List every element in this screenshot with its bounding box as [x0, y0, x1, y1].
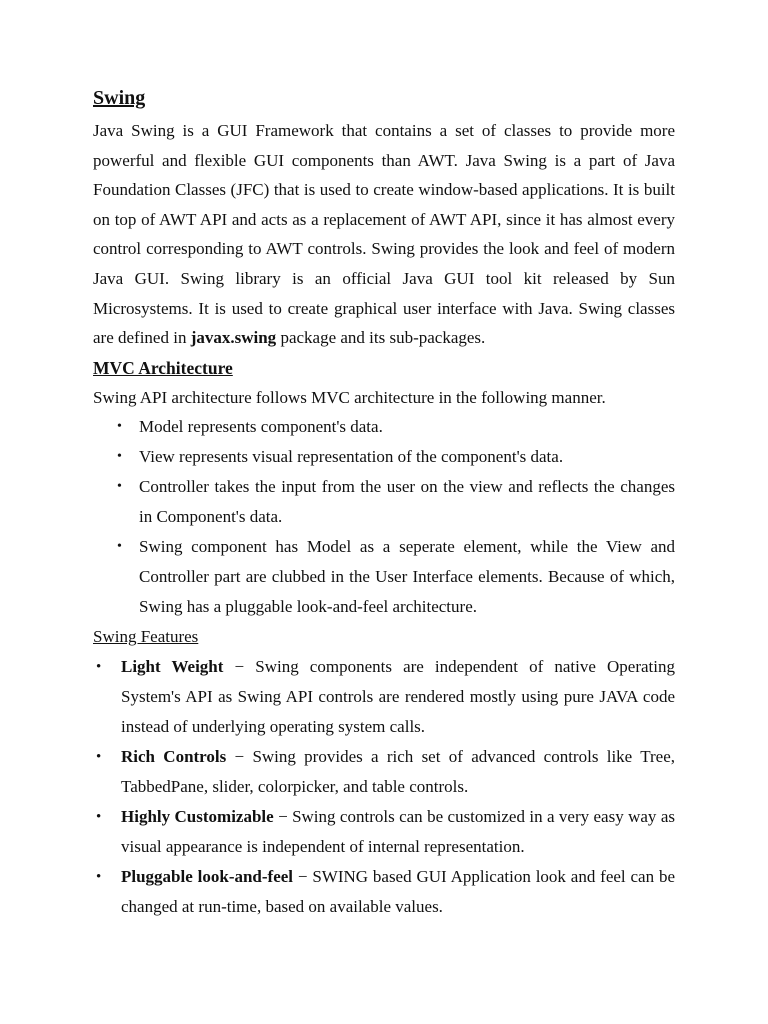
mvc-item-text: Model represents component's data. [139, 417, 383, 437]
package-name: javax.swing [190, 328, 277, 348]
bullet-icon: • [96, 749, 102, 766]
list-item [117, 412, 675, 442]
document-page [93, 84, 675, 922]
mvc-item-text: Controller takes the input from the user on the view and reflects the changes in Component's data. [139, 477, 675, 527]
bullet-icon: • [96, 869, 102, 886]
mvc-heading: MVC Architecture [93, 357, 233, 378]
intro-paragraph [93, 116, 675, 353]
mvc-lead: Swing API architecture follows MVC architecture in the following manner. [93, 387, 606, 407]
feature-desc: Swing components are independent of native Operating System's API as Swing API controls are rendered mostly using pure JAVA code instead of underlying operating system calls. [121, 657, 676, 737]
bullet-icon: • [117, 539, 122, 555]
list-item [96, 742, 675, 802]
page-title: Swing [93, 87, 146, 109]
bullet-icon: • [117, 479, 122, 495]
feature-dash: − [223, 657, 256, 677]
feature-desc: Swing controls can be customized in a very easy way as visual appearance is independent of internal representation. [121, 807, 675, 857]
feature-term: Light Weight [121, 657, 224, 677]
list-item [117, 472, 675, 532]
intro-text-2: package and its sub-packages. [276, 328, 486, 348]
feature-dash: − [226, 747, 253, 767]
list-item [96, 802, 675, 862]
feature-term: Rich Controls [121, 747, 227, 767]
feature-term: Pluggable look-and-feel [121, 867, 294, 887]
intro-text-1: Java Swing is a GUI Framework that contains a set of classes to provide more powerful and flexible GUI components than AWT. Java Swing is a part of Java Foundation Classes (JFC) that is used to create window-based applications. It is built on top of AWT API and acts as a replacement of AWT API, since it has almost every control corresponding to AWT controls. Swing provides the look and feel of modern Java GUI. Swing library is an official Java GUI tool kit released by Sun Microsystems. It is used to create graphical user interface with Java. Swing classes are defined in [93, 121, 675, 348]
feature-dash: − [293, 867, 313, 887]
bullet-icon: • [96, 659, 102, 676]
features-list [93, 652, 675, 922]
feature-desc: Swing provides a rich set of advanced controls like Tree, TabbedPane, slider, colorpicker, and table controls. [121, 747, 675, 797]
bullet-icon: • [117, 449, 122, 465]
mvc-list [93, 412, 675, 622]
mvc-item-text: Swing component has Model as a seperate element, while the View and Controller part are clubbed in the User Interface elements. Because of which, Swing has a pluggable look-and-feel architecture. [139, 537, 675, 617]
feature-dash: − [273, 807, 293, 827]
features-heading: Swing Features [93, 627, 199, 647]
list-item [117, 532, 675, 622]
list-item [96, 652, 676, 742]
feature-term: Highly Customizable [121, 807, 274, 827]
bullet-icon: • [117, 419, 122, 435]
mvc-item-text: View represents visual representation of the component's data. [139, 447, 564, 467]
bullet-icon: • [96, 809, 102, 826]
list-item [117, 442, 675, 472]
list-item [96, 862, 675, 922]
feature-desc: SWING based GUI Application look and feel can be changed at run-time, based on available values. [121, 867, 675, 917]
